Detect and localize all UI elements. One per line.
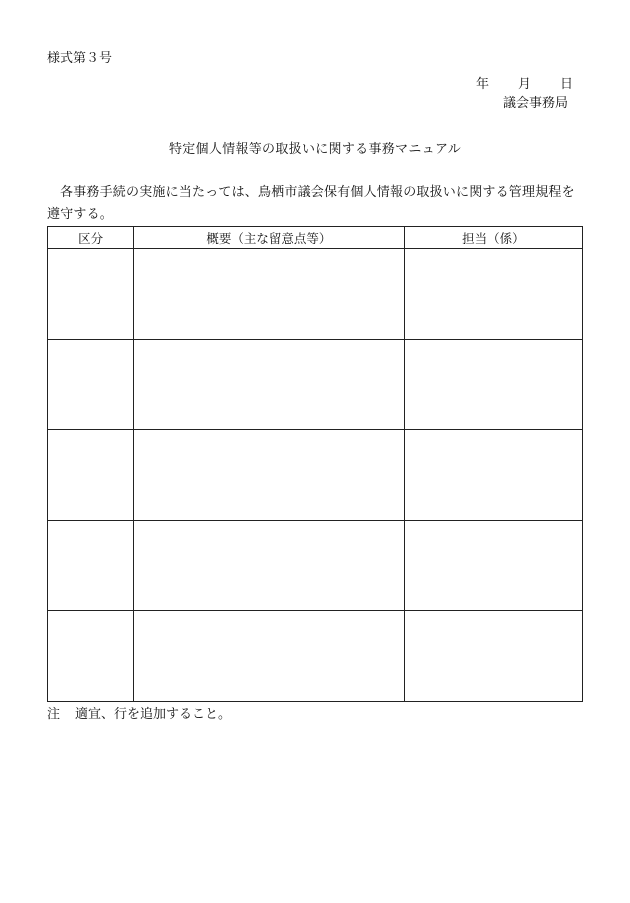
table-row [48, 430, 583, 521]
summary-cell [134, 611, 405, 702]
intro-paragraph: 各事務手続の実施に当たっては、鳥栖市議会保有個人情報の取扱いに関する管理規程を遵守する。 [47, 185, 575, 222]
staff-cell [404, 339, 582, 430]
table-row [48, 611, 583, 702]
category-cell [48, 339, 134, 430]
note-text: 適宜、行を追加すること。 [75, 707, 232, 722]
date-line [470, 73, 580, 91]
header-staff: 担当（係） [404, 227, 582, 249]
issuer-name: 議会事務局 [503, 96, 569, 111]
category-cell [48, 249, 134, 340]
footer-note [47, 706, 231, 724]
summary-cell [134, 339, 405, 430]
staff-cell [404, 520, 582, 611]
date-year-label: 年 [476, 77, 490, 92]
staff-cell [404, 249, 582, 340]
category-cell [48, 520, 134, 611]
summary-cell [134, 430, 405, 521]
table-row [48, 520, 583, 611]
date-month-label: 月 [518, 77, 532, 92]
staff-cell [404, 430, 582, 521]
manual-table [47, 226, 583, 702]
form-number: 様式第３号 [47, 51, 113, 66]
header-category: 区分 [48, 227, 134, 249]
date-day-label: 日 [560, 77, 574, 92]
note-mark: 注 [47, 707, 61, 722]
staff-cell [404, 611, 582, 702]
document-title: 特定個人情報等の取扱いに関する事務マニュアル [168, 142, 462, 157]
table-row [48, 339, 583, 430]
category-cell [48, 611, 134, 702]
category-cell [48, 430, 134, 521]
header-summary: 概要（主な留意点等） [134, 227, 405, 249]
table-header-row [48, 227, 583, 249]
summary-cell [134, 249, 405, 340]
table-row [48, 249, 583, 340]
summary-cell [134, 520, 405, 611]
